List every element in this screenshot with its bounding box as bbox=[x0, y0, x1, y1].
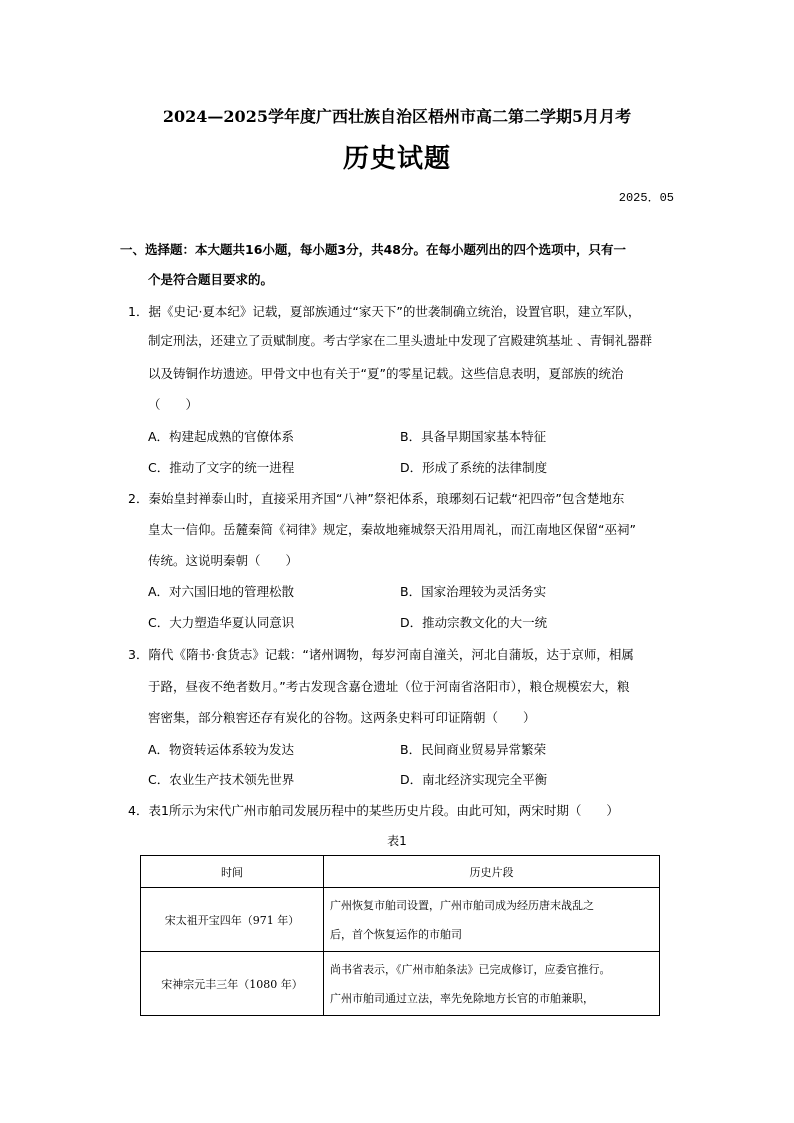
question-4-line: 4．表1所示为宋代广州市舶司发展历程中的某些历史片段。由此可知，两宋时期（ ） bbox=[128, 803, 619, 818]
question-3-option-b[interactable]: B．民间商业贸易异常繁荣 bbox=[400, 742, 547, 757]
question-2-line: 传统。这说明秦朝（ ） bbox=[148, 553, 299, 568]
question-3-line: 于路，昼夜不绝者数月。”考古发现含嘉仓遗址（位于河南省洛阳市），粮仓规模宏大，粮 bbox=[148, 679, 630, 694]
question-1-line: 1．据《史记·夏本纪》记载，夏部族通过“家天下”的世袭制确立统治，设置官职，建立军队， bbox=[128, 304, 641, 319]
question-1-option-c[interactable]: C．推动了文字的统一进程 bbox=[148, 460, 295, 475]
table-cell-time: 宋太祖开宝四年（971 年） bbox=[141, 888, 324, 952]
table-row bbox=[141, 952, 660, 1016]
table-cell-events bbox=[324, 888, 660, 952]
question-1-option-d[interactable]: D．形成了系统的法律制度 bbox=[400, 460, 548, 475]
question-1-option-b[interactable]: B．具备早期国家基本特征 bbox=[400, 429, 547, 444]
table-cell-line: 广州恢复市舶司设置，广州市舶司成为经历唐末战乱之 bbox=[330, 898, 594, 912]
question-3-option-d[interactable]: D．南北经济实现完全平衡 bbox=[400, 772, 548, 787]
question-1-line: 以及铸铜作坊遗迹。甲骨文中也有关于“夏”的零星记载。这些信息表明，夏部族的统治 bbox=[148, 366, 624, 381]
question-2-option-d[interactable]: D．推动宗教文化的大一统 bbox=[400, 615, 548, 630]
question-2-line: 2．秦始皇封禅泰山时，直接采用齐国“八神”祭祀体系，琅琊刻石记载“祀四帝”包含楚地东 bbox=[128, 491, 625, 506]
table-cell-line: 广州市舶司通过立法，率先免除地方长官的市舶兼职， bbox=[330, 991, 594, 1005]
history-table bbox=[140, 855, 660, 1016]
table-header-time: 时间 bbox=[141, 856, 324, 888]
table-cell-line: 尚书省表示，《广州市舶条法》已完成修订，应委官推行。 bbox=[330, 962, 611, 976]
table-header-events: 历史片段 bbox=[324, 856, 660, 888]
question-2-option-b[interactable]: B．国家治理较为灵活务实 bbox=[400, 584, 547, 599]
subject-title: 历史试题 bbox=[342, 144, 451, 174]
question-2-option-a[interactable]: A．对六国旧地的管理松散 bbox=[148, 584, 295, 599]
question-3-option-a[interactable]: A．物资转运体系较为发达 bbox=[148, 742, 295, 757]
question-3-line: 窖密集，部分粮窖还存有炭化的谷物。这两条史料可印证隋朝（ ） bbox=[148, 710, 536, 725]
section-heading: 一、选择题：本大题共16小题，每小题3分，共48分。在每小题列出的四个选项中，只有一 bbox=[120, 242, 626, 257]
section-heading-cont: 个是符合题目要求的。 bbox=[148, 272, 274, 287]
table-caption: 表1 bbox=[387, 834, 407, 848]
question-3-option-c[interactable]: C．农业生产技术领先世界 bbox=[148, 772, 295, 787]
table-row bbox=[141, 888, 660, 952]
question-1-line: （ ） bbox=[148, 397, 199, 412]
question-1-line: 制定刑法，还建立了贡赋制度。考古学家在二里头遗址中发现了宫殿建筑基址 、青铜礼器群 bbox=[148, 333, 652, 348]
table-cell-line: 后，首个恢复运作的市舶司 bbox=[330, 927, 462, 941]
table-cell-events bbox=[324, 952, 660, 1016]
question-2-line: 皇太一信仰。岳麓秦简《祠律》规定，秦故地雍城祭天沿用周礼，而江南地区保留“巫祠” bbox=[148, 522, 636, 537]
exam-date: 2025．05 bbox=[618, 191, 674, 205]
question-2-option-c[interactable]: C．大力塑造华夏认同意识 bbox=[148, 615, 295, 630]
question-1-option-a[interactable]: A．构建起成熟的官僚体系 bbox=[148, 429, 295, 444]
exam-title: 2024—2025学年度广西壮族自治区梧州市高二第二学期5月月考 bbox=[162, 107, 632, 126]
table-cell-time: 宋神宗元丰三年（1080 年） bbox=[141, 952, 324, 1016]
question-3-line: 3．隋代《隋书·食货志》记载：“诸州调物，每岁河南自潼关，河北自蒲坂，达于京师，相属 bbox=[128, 647, 634, 662]
table-header-row bbox=[141, 856, 660, 888]
